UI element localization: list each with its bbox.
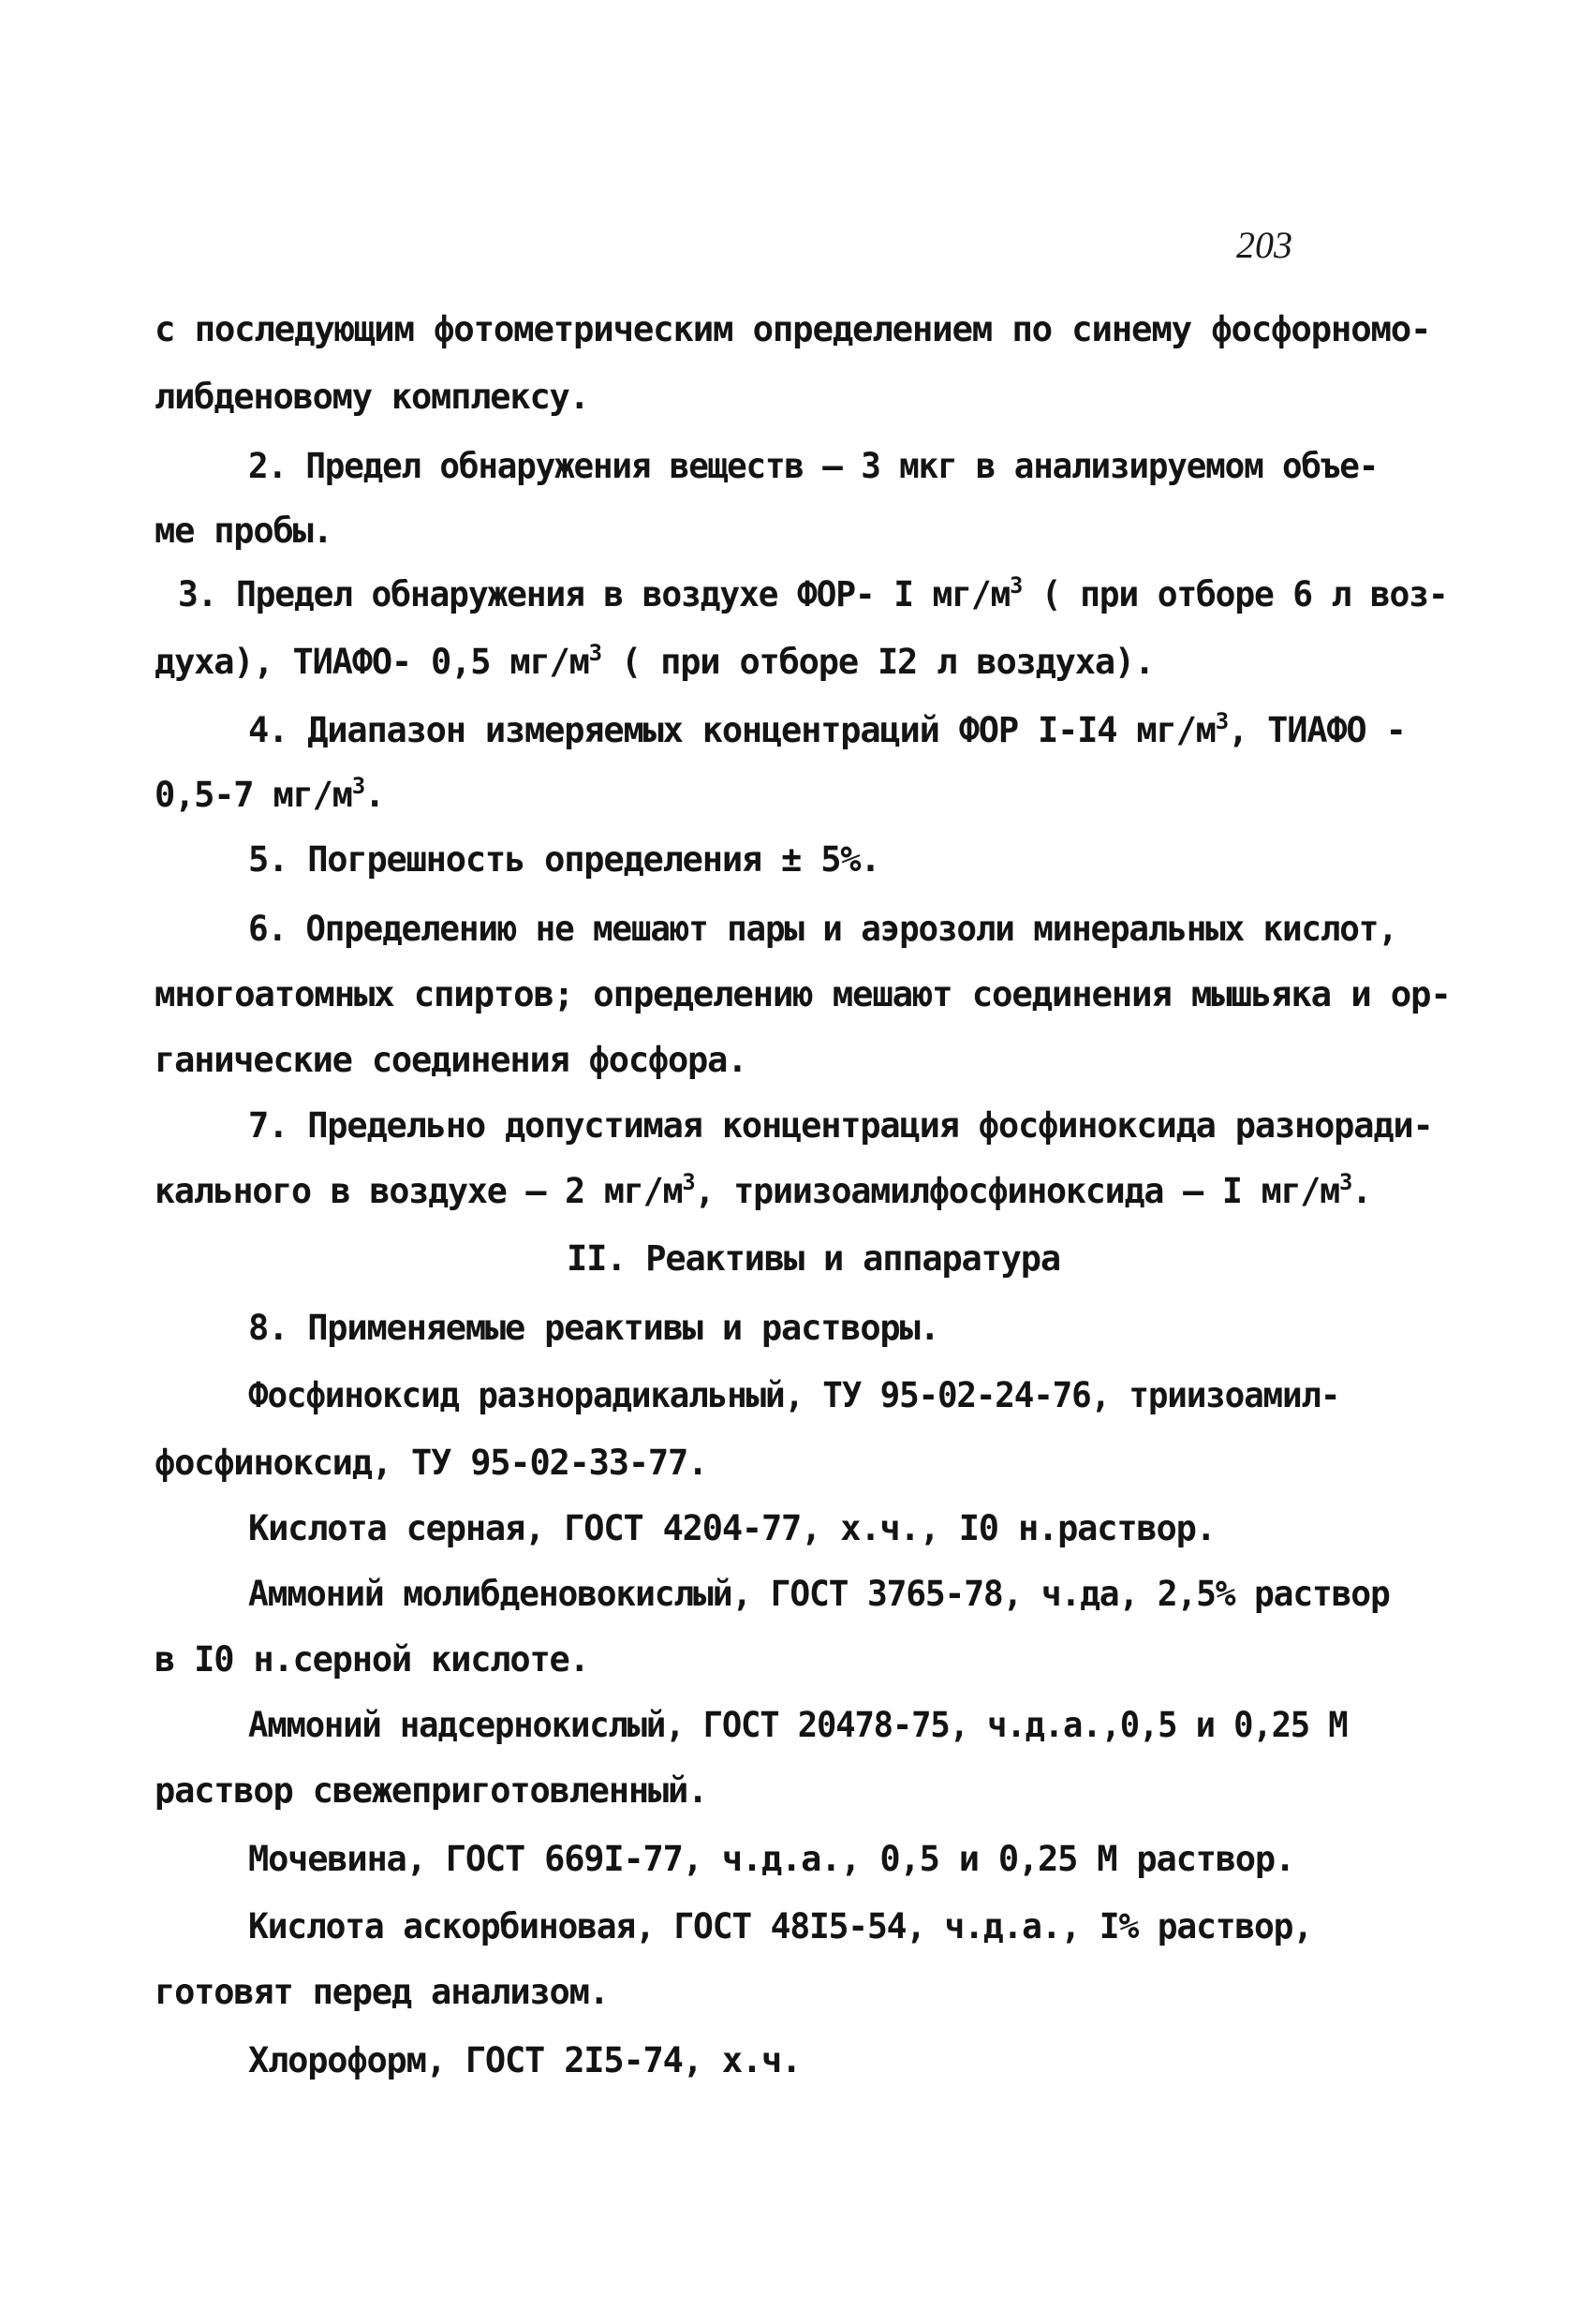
paragraph-8: 8. Применяемые реактивы и растворы. [248,1308,939,1348]
page-number: 203 [1236,224,1292,266]
paragraph-7-text-c: . [1351,1171,1372,1211]
paragraph-7-line-2 [155,1171,1371,1212]
text-line-1: с последующим фотометрическим определением по синему фосфорномо- [155,309,1431,349]
paragraph-4-text-d: . [364,775,385,815]
reagent-3-line-2: в I0 н.серной кислоте. [155,1639,589,1680]
paragraph-3-text-b: ( при отборе 6 л воз- [1022,574,1448,614]
paragraph-6-line-2: многоатомных спиртов; определению мешают соединения мышьяка и ор- [155,974,1451,1014]
reagent-1-line-2: фосфиноксид, ТУ 95-02-33-77. [155,1443,708,1483]
paragraph-3-text-c: духа), ТИАФО- 0,5 мг/м [155,642,589,682]
section-heading: II. Реактивы и аппаратура [567,1238,1060,1279]
paragraph-4-line-2 [155,775,384,816]
paragraph-6-line-3: ганические соединения фосфора. [155,1040,747,1080]
superscript-cubed: 3 [1339,1169,1352,1195]
paragraph-4-text-a: 4. Диапазон измеряемых концентраций ФОР I-I4 мг/м [248,710,1216,750]
reagent-1-line-1: Фосфиноксид разнорадикальный, ТУ 95-02-24-76, триизоамил- [248,1375,1340,1415]
paragraph-3-text-d: ( при отборе I2 л воздуха). [600,642,1155,682]
paragraph-7-line-1: 7. Предельно допустимая концентрация фосфиноксида разноради- [248,1105,1433,1146]
reagent-4-line-2: раствор свежеприготовленный. [155,1770,708,1811]
superscript-cubed: 3 [588,640,601,666]
reagent-6-line-1: Кислота аскорбиновая, ГОСТ 48I5-54, ч.д.а., I% раствор, [248,1906,1313,1947]
superscript-cubed: 3 [682,1169,695,1195]
superscript-cubed: 3 [1010,572,1023,599]
reagent-6-line-2: готовят перед анализом. [155,1972,609,2012]
paragraph-4-text-b: , ТИАФО - [1227,710,1406,750]
paragraph-3-line-1 [178,574,1448,615]
paragraph-7-text-b: , триизоамилфосфиноксида – I мг/м [694,1171,1340,1211]
text-line-2: либденовому комплексу. [155,377,589,417]
paragraph-3-line-2 [155,642,1154,683]
paragraph-4-text-c: 0,5-7 мг/м [155,775,352,815]
paragraph-6-line-1: 6. Определению не мешают пары и аэрозоли минеральных кислот, [248,909,1397,949]
paragraph-3-text-a: 3. Предел обнаружения в воздухе ФОР- I мг/м [178,574,1011,614]
paragraph-2-line-1: 2. Предел обнаружения веществ – 3 мкг в анализируемом объе- [248,446,1379,486]
reagent-3-line-1: Аммоний молибденовокислый, ГОСТ 3765-78, ч.да, 2,5% раствор [248,1574,1390,1614]
reagent-7: Хлороформ, ГОСТ 2I5-74, х.ч. [248,2040,802,2080]
reagent-4-line-1: Аммоний надсернокислый, ГОСТ 20478-75, ч.д.а.,0,5 и 0,25 М [248,1705,1348,1745]
superscript-cubed: 3 [351,773,365,799]
superscript-cubed: 3 [1215,708,1228,734]
paragraph-5: 5. Погрешность определения ± 5%. [248,839,880,880]
paragraph-2-line-2: ме пробы. [155,511,332,551]
reagent-5: Мочевина, ГОСТ 669I-77, ч.д.а., 0,5 и 0,25 М раствор. [248,1839,1295,1879]
paragraph-7-text-a: кального в воздухе – 2 мг/м [155,1171,683,1211]
paragraph-4-line-1 [248,710,1406,751]
reagent-2: Кислота серная, ГОСТ 4204-77, х.ч., I0 н.раствор. [248,1508,1216,1548]
